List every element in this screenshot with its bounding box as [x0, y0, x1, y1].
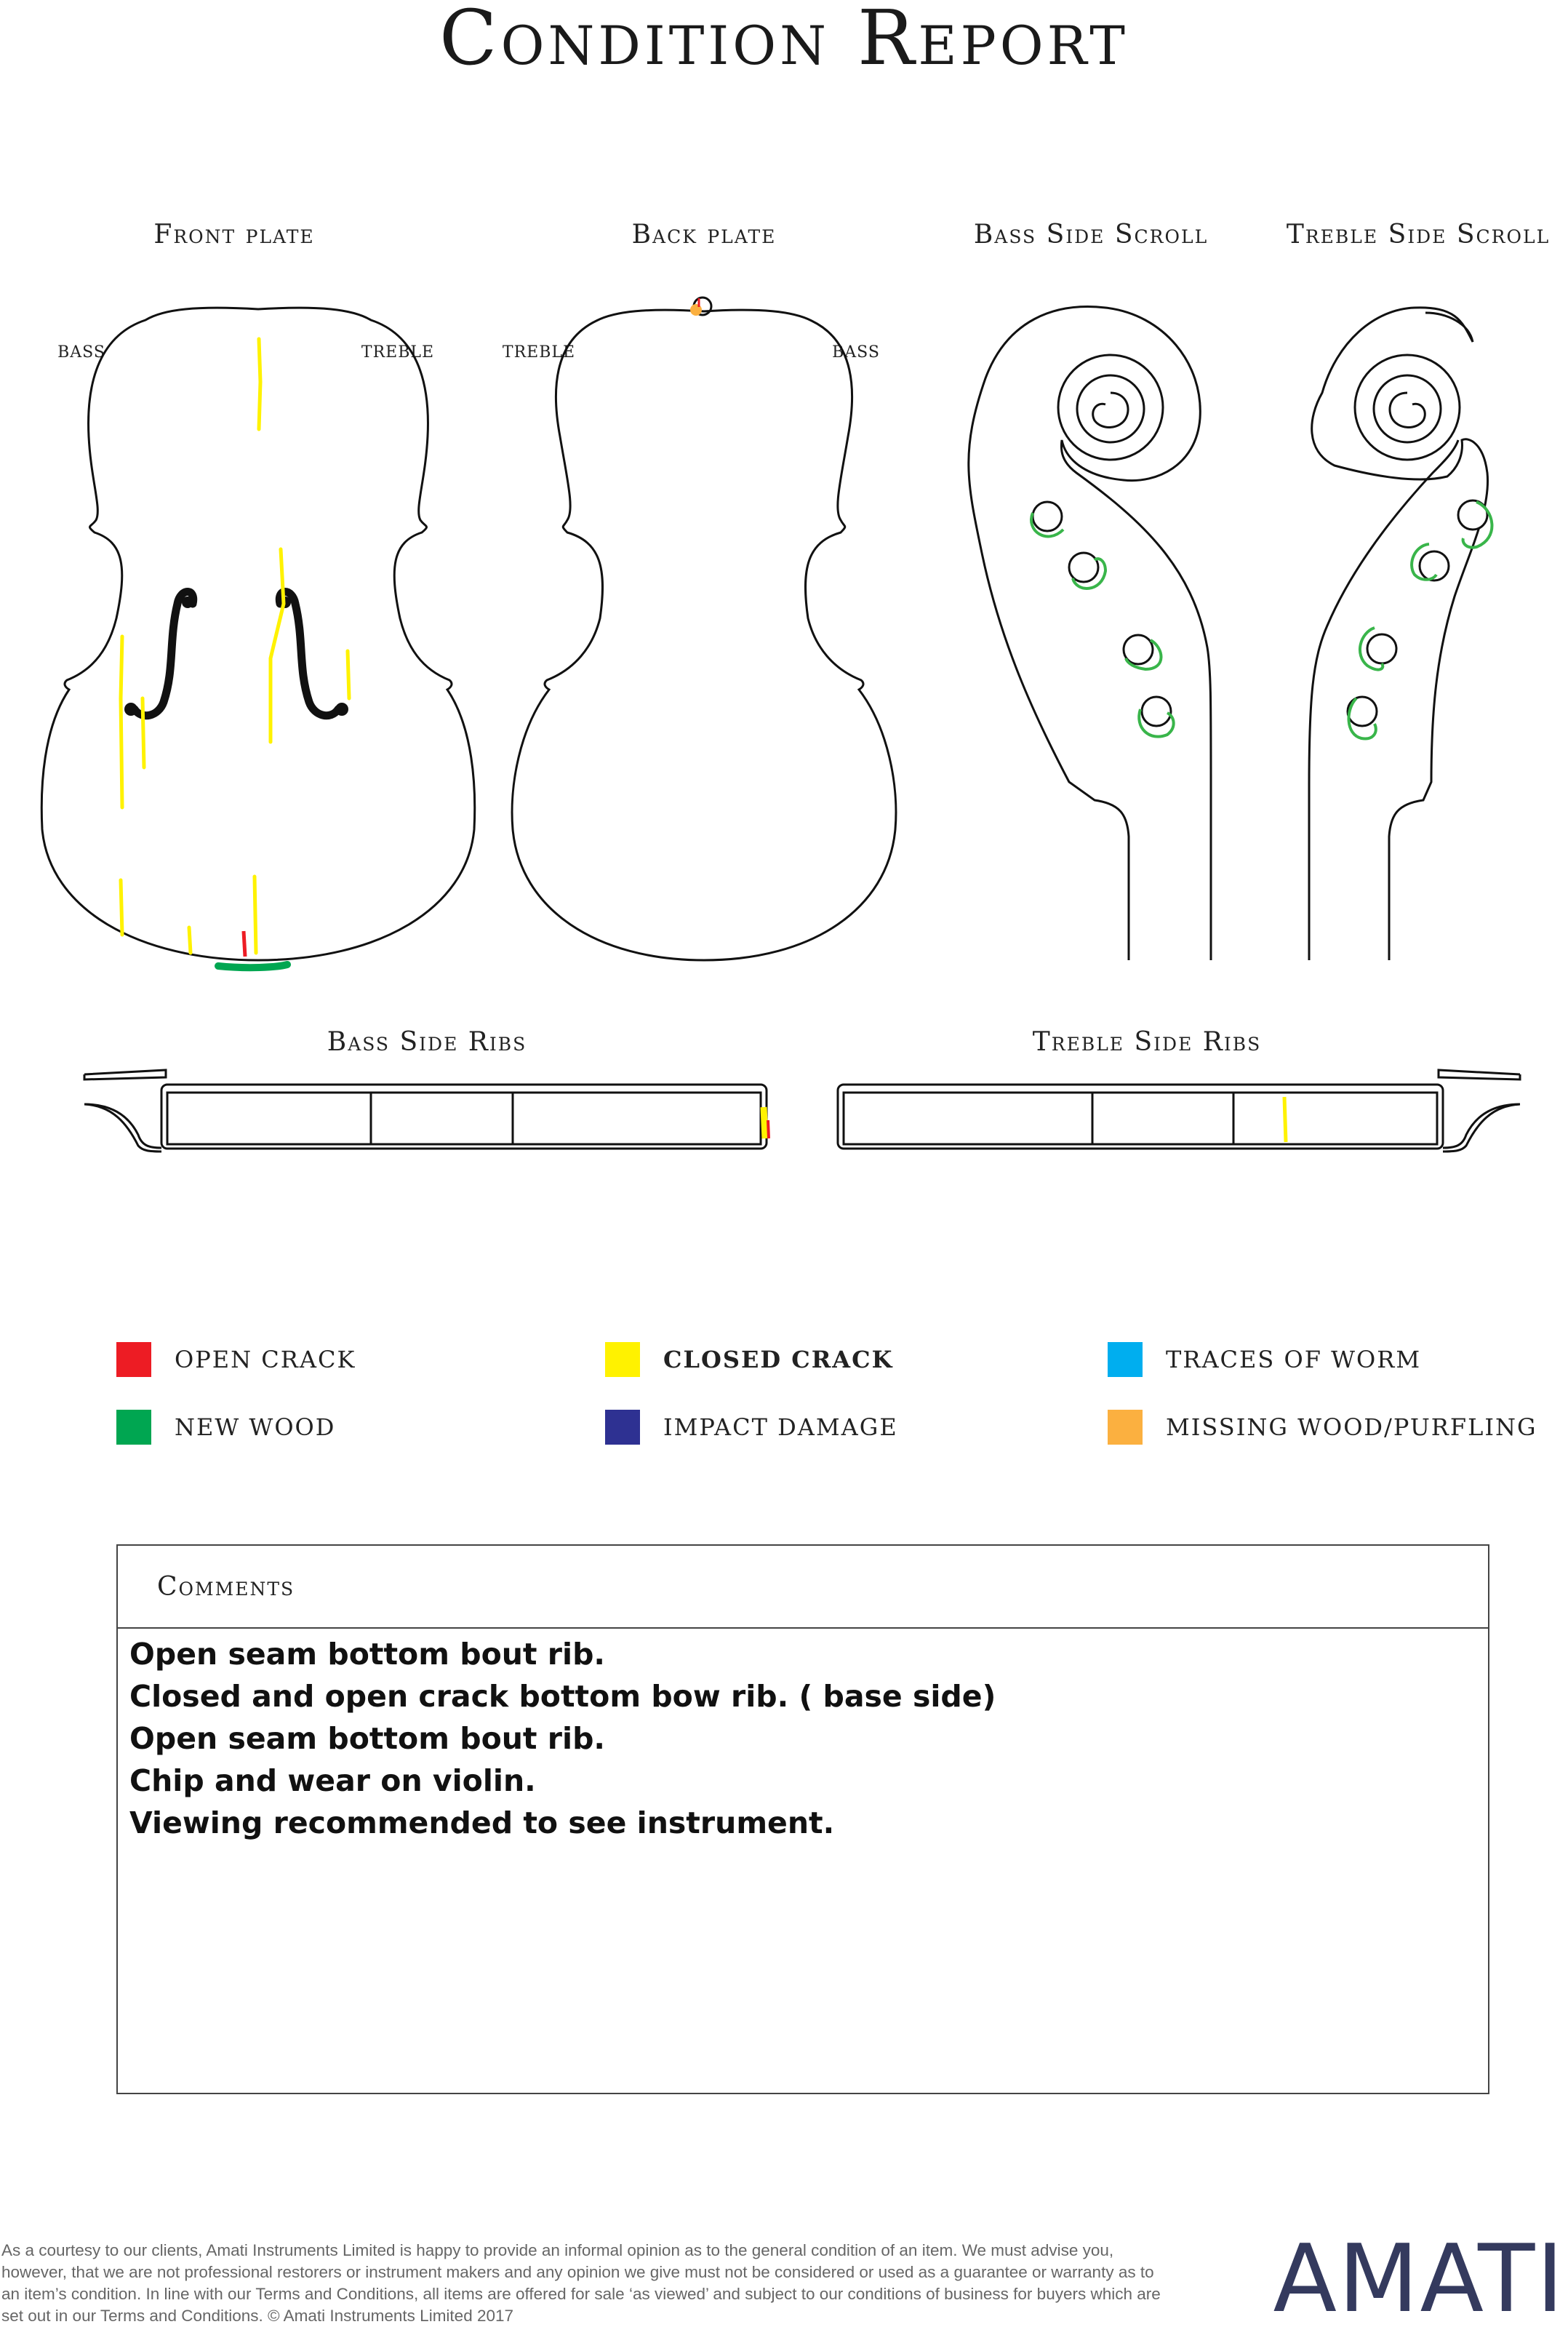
front-open-crack [244, 931, 245, 957]
front-plate-title: Front plate [153, 220, 315, 250]
legend-label-new-wood: NEW WOOD [175, 1413, 336, 1441]
legend-swatch-open-crack [116, 1342, 151, 1377]
legend-swatch-new-wood [116, 1410, 151, 1445]
f-hole-right [279, 592, 338, 716]
legend-label-closed-crack: CLOSED CRACK [663, 1346, 894, 1373]
bass-side-ribs-title: Bass Side Ribs [327, 1027, 527, 1057]
comment-line: Open seam bottom bout rib. [129, 1637, 605, 1672]
legend-label-impact-damage: IMPACT DAMAGE [663, 1413, 898, 1441]
legend-missing-wood [1108, 1410, 1537, 1445]
bass-scroll-outline [969, 307, 1211, 960]
front-closed-cracks [121, 339, 349, 953]
legend-impact-damage [605, 1410, 898, 1445]
comments-title: Comments [157, 1571, 295, 1602]
front-treble-label: TREBLE [361, 343, 435, 362]
comments-body [118, 1629, 1488, 1844]
treble-side-scroll-title: Treble Side Scroll [1286, 220, 1551, 250]
comment-line: Closed and open crack bottom bow rib. ( base side) [129, 1679, 996, 1714]
bass-ribs-open-crack [768, 1120, 769, 1138]
legend-swatch-impact-damage [605, 1410, 640, 1445]
back-plate-outline [512, 310, 896, 960]
disclaimer-text: As a courtesy to our clients, Amati Instruments Limited is happy to provide an informal opinion as to the general condition of an item. We must advise you, however, that we are not professional restorers or instrument makers and any opinion we give must not be considered or used as a guarantee or warranty as to an item’s condition. In line with our Terms and Conditions, all items are offered for sale ‘as viewed’ and subject to our conditions of business for buyers which are set out in our Terms and Conditions. © Amati Instruments Limited 2017 [1, 2241, 1161, 2325]
legend-swatch-closed-crack [605, 1342, 640, 1377]
comments-header [118, 1546, 1488, 1629]
amati-logo: AMATI [1273, 2225, 1565, 2327]
f-hole-right-bottom-eye [335, 703, 348, 716]
legend-closed-crack [605, 1342, 893, 1377]
treble-scroll-outline [1309, 308, 1488, 960]
treble-side-ribs-title: Treble Side Ribs [1032, 1027, 1262, 1057]
bass-ribs-closed-crack [764, 1107, 765, 1138]
back-treble-label: TREBLE [502, 343, 576, 362]
comments-box [116, 1544, 1489, 2094]
f-hole-left-bottom-eye [124, 703, 137, 716]
legend-new-wood [116, 1410, 335, 1445]
comment-line: Chip and wear on violin. [129, 1763, 536, 1798]
bass-ribs-outline [84, 1070, 767, 1151]
back-missing-wood [690, 304, 702, 316]
f-hole-left-top-eye [182, 596, 193, 608]
legend-swatch-missing-wood [1108, 1410, 1143, 1445]
front-new-wood [218, 965, 287, 967]
legend-swatch-traces-of-worm [1108, 1342, 1143, 1377]
legend-traces-of-worm [1108, 1342, 1421, 1377]
comment-line: Viewing recommended to see instrument. [129, 1805, 835, 1840]
legend-label-open-crack: OPEN CRACK [175, 1346, 356, 1373]
back-plate-title: Back plate [631, 220, 777, 250]
legend-open-crack [116, 1342, 356, 1377]
legend-label-traces-of-worm: TRACES OF WORM [1166, 1346, 1422, 1373]
comment-line: Open seam bottom bout rib. [129, 1721, 605, 1756]
treble-ribs-closed-crack [1284, 1097, 1286, 1142]
page-title: Condition Report [439, 0, 1129, 82]
bass-side-scroll-title: Bass Side Scroll [973, 220, 1209, 250]
treble-ribs-outline [838, 1070, 1520, 1151]
legend-label-missing-wood: MISSING WOOD/PURFLING [1166, 1413, 1537, 1441]
front-bass-label: BASS [57, 343, 105, 362]
back-bass-label: BASS [832, 343, 880, 362]
treble-scroll-pegholes [1348, 500, 1487, 726]
